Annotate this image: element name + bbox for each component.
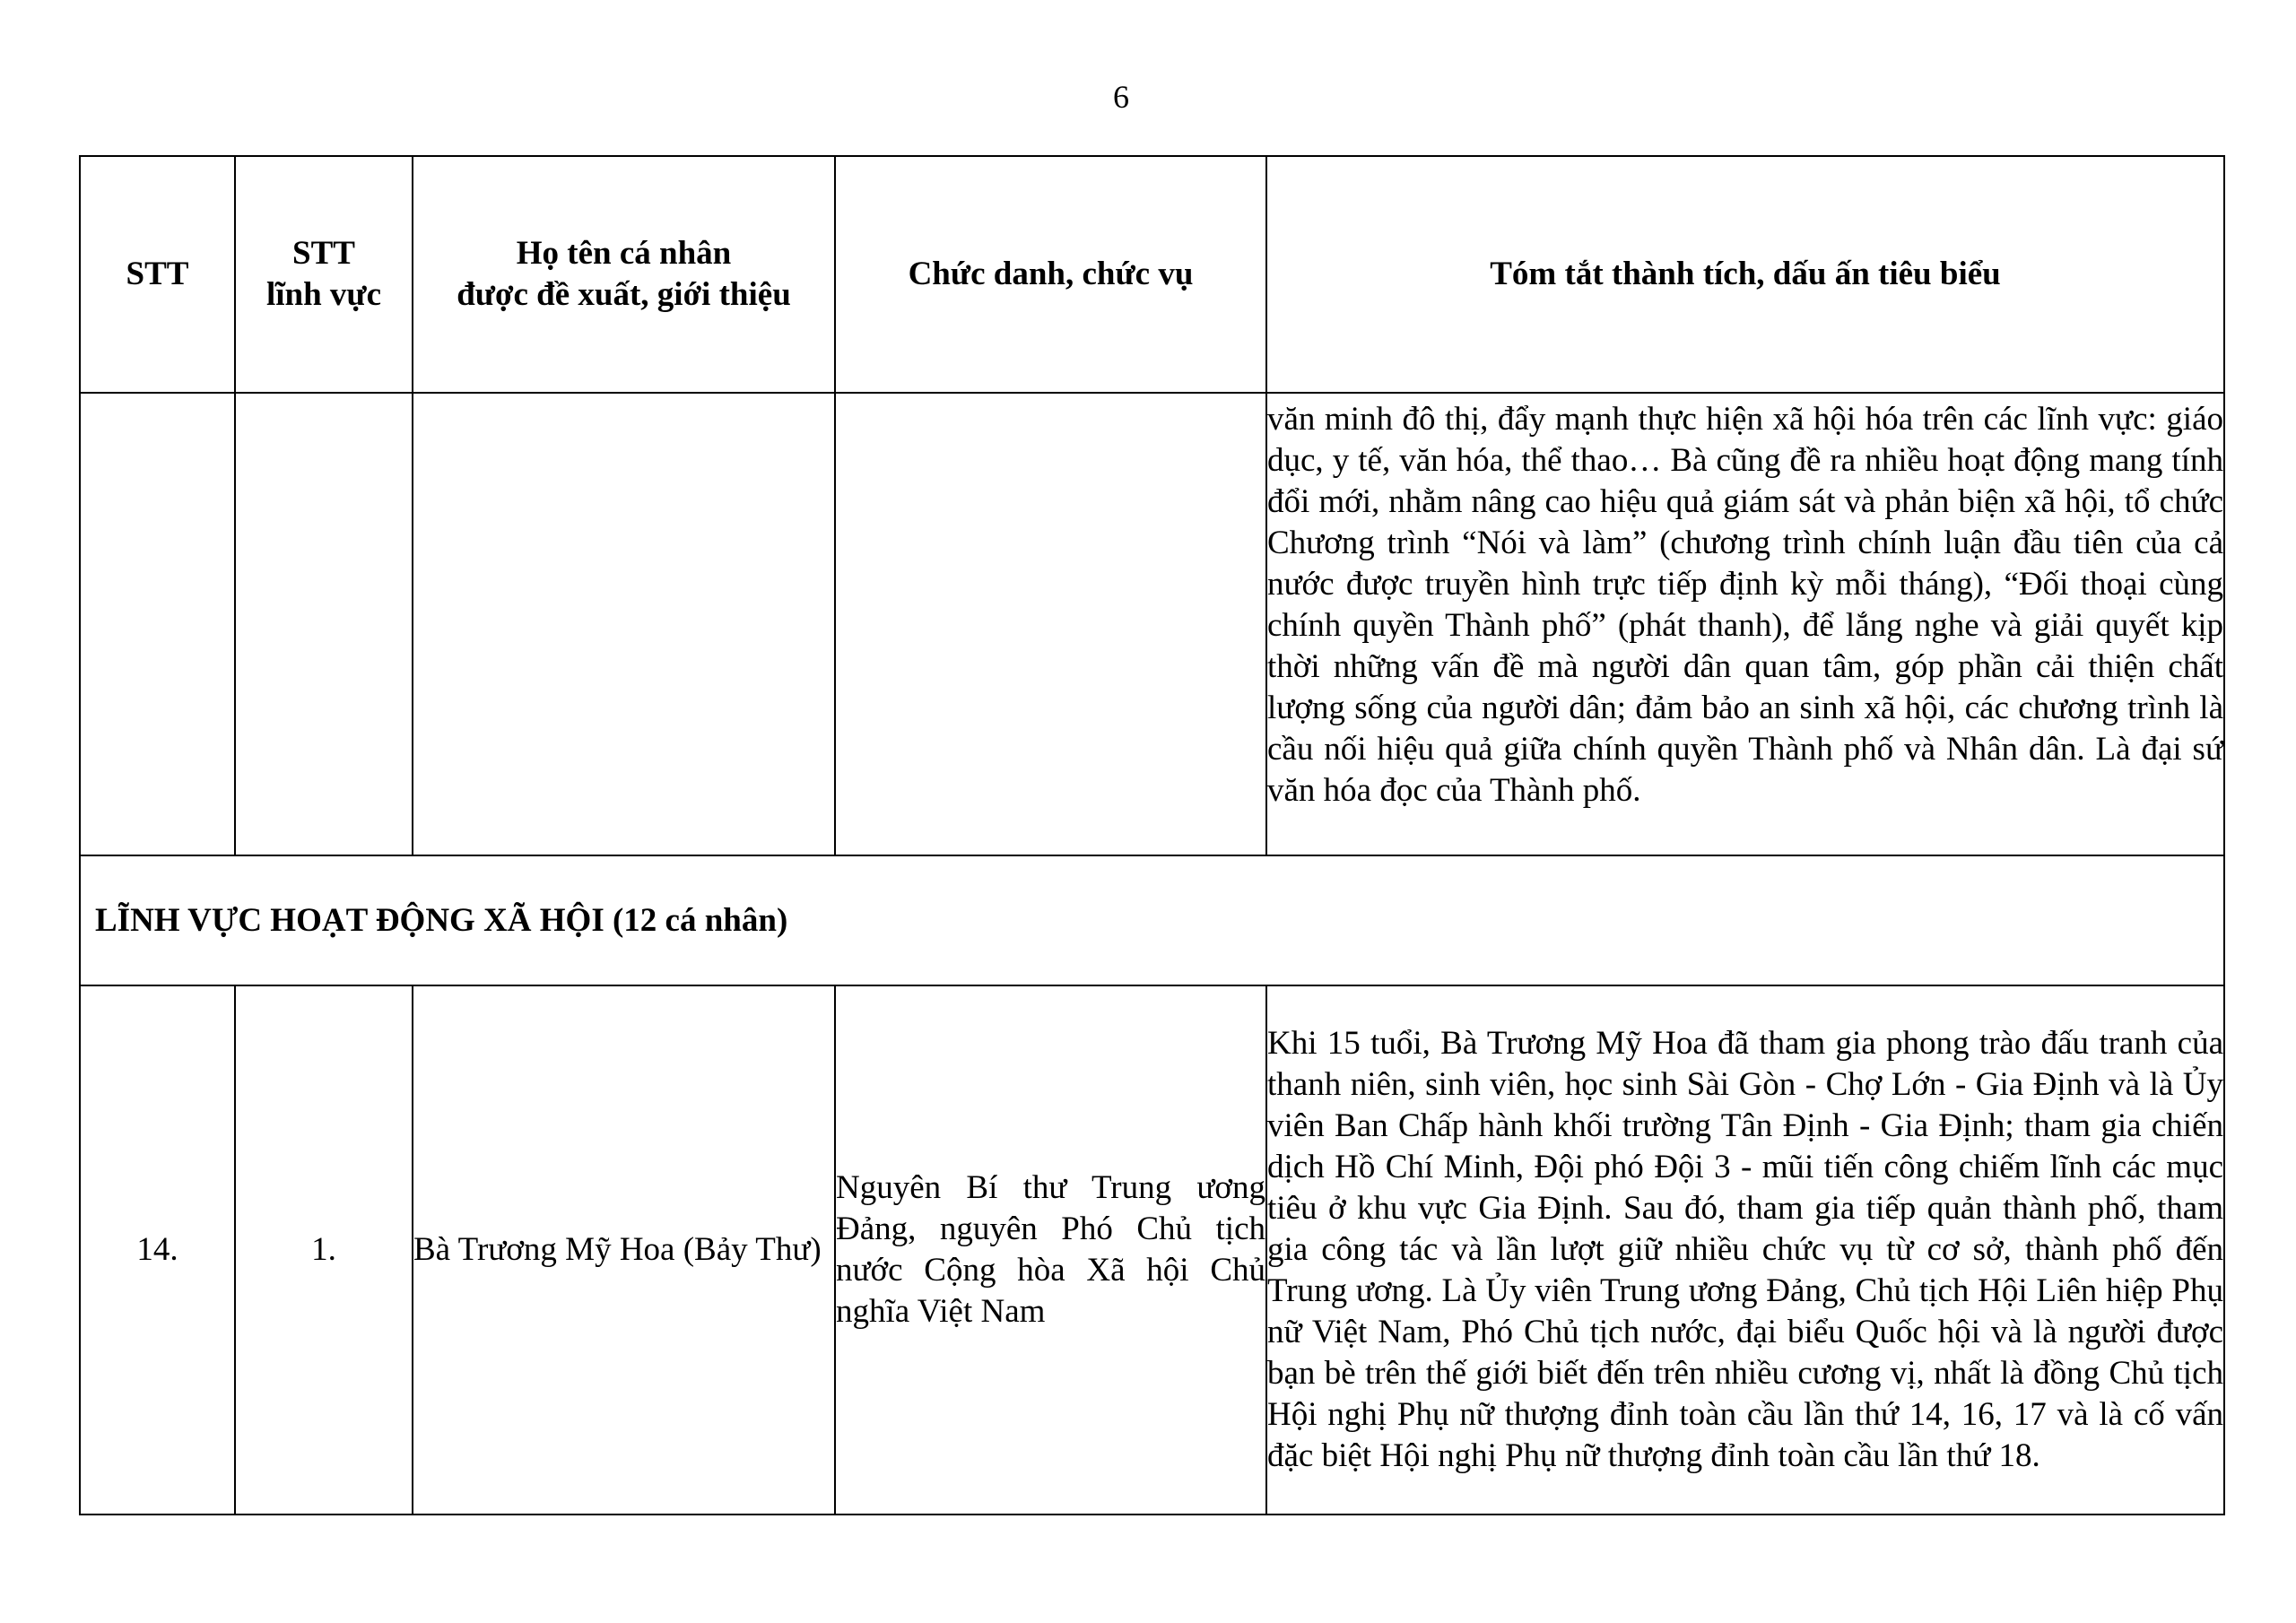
header-stt-linh-vuc-line1: STT [292,235,355,272]
cell-summary: Khi 15 tuổi, Bà Trương Mỹ Hoa đã tham gia phong trào đấu tranh của thanh niên, sinh viên, học sinh Sài Gòn - Chợ Lớn - Gia Định và là Ủy viên Ban Chấp hành khối trường Tân Định - Gia Định; tham gia chiến dịch Hồ Chí Minh, Đội phó Đội 3 - mũi tiến công chiếm lĩnh các mục tiêu ở khu vực Gia Định. Sau đó, tham gia tiếp quản thành phố, tham gia công tác và lần lượt giữ nhiều chức vụ từ cơ sở, thành phố đến Trung ương. Là Ủy viên Trung ương Đảng, Chủ tịch Hội Liên hiệp Phụ nữ Việt Nam, Phó Chủ tịch nước, đại biểu Quốc hội và là người được bạn bè trên thế giới biết đến trên nhiều cương vị, nhất là đồng Chủ tịch Hội nghị Phụ nữ thượng đỉnh toàn cầu lần thứ 14, 16, 17 và là cố vấn đặc biệt Hội nghị Phụ nữ thượng đỉnh toàn cầu lần thứ 18. [1266,985,2224,1515]
section-header-row [80,855,2224,985]
nominee-table [79,155,2225,1515]
cell-title: Nguyên Bí thư Trung ương Đảng, nguyên Phó Chủ tịch nước Cộng hòa Xã hội Chủ nghĩa Việt Nam [835,985,1266,1515]
header-ho-ten-line2: được đề xuất, giới thiệu [457,276,791,313]
header-stt: STT [80,156,235,393]
section-title: LĨNH VỰC HOẠT ĐỘNG XÃ HỘI (12 cá nhân) [80,855,2224,985]
cell-name: Bà Trương Mỹ Hoa (Bảy Thư) [413,985,835,1515]
header-stt-linh-vuc [235,156,413,393]
header-stt-linh-vuc-line2: lĩnh vực [265,276,382,313]
cell-title-empty [835,393,1266,855]
cell-stt: 14. [80,985,235,1515]
page-number: 6 [1113,79,1129,115]
table-row [80,985,2224,1515]
cell-stt-linh-vuc-empty [235,393,413,855]
table-header-row [80,156,2224,393]
cell-stt-empty [80,393,235,855]
header-tom-tat: Tóm tắt thành tích, dấu ấn tiêu biểu [1266,156,2224,393]
cell-summary-continued: văn minh đô thị, đẩy mạnh thực hiện xã hội hóa trên các lĩnh vực: giáo dục, y tế, văn hóa, thể thao… Bà cũng đề ra nhiều hoạt động mang tính đổi mới, nhằm nâng cao hiệu quả giám sát và phản biện xã hội, tổ chức Chương trình “Nói và làm” (chương trình chính luận đầu tiên của cả nước được truyền hình trực tiếp định kỳ mỗi tháng), “Đối thoại cùng chính quyền Thành phố” (phát thanh), để lắng nghe và giải quyết kịp thời những vấn đề mà người dân quan tâm, góp phần cải thiện chất lượng sống của người dân; đảm bảo an sinh xã hội, các chương trình là cầu nối hiệu quả giữa chính quyền Thành phố và Nhân dân. Là đại sứ văn hóa đọc của Thành phố. [1266,393,2224,855]
cell-stt-linh-vuc: 1. [235,985,413,1515]
cell-name-empty [413,393,835,855]
table-row-continued [80,393,2224,855]
header-ho-ten [413,156,835,393]
header-ho-ten-line1: Họ tên cá nhân [516,235,732,272]
header-chuc-danh: Chức danh, chức vụ [835,156,1266,393]
